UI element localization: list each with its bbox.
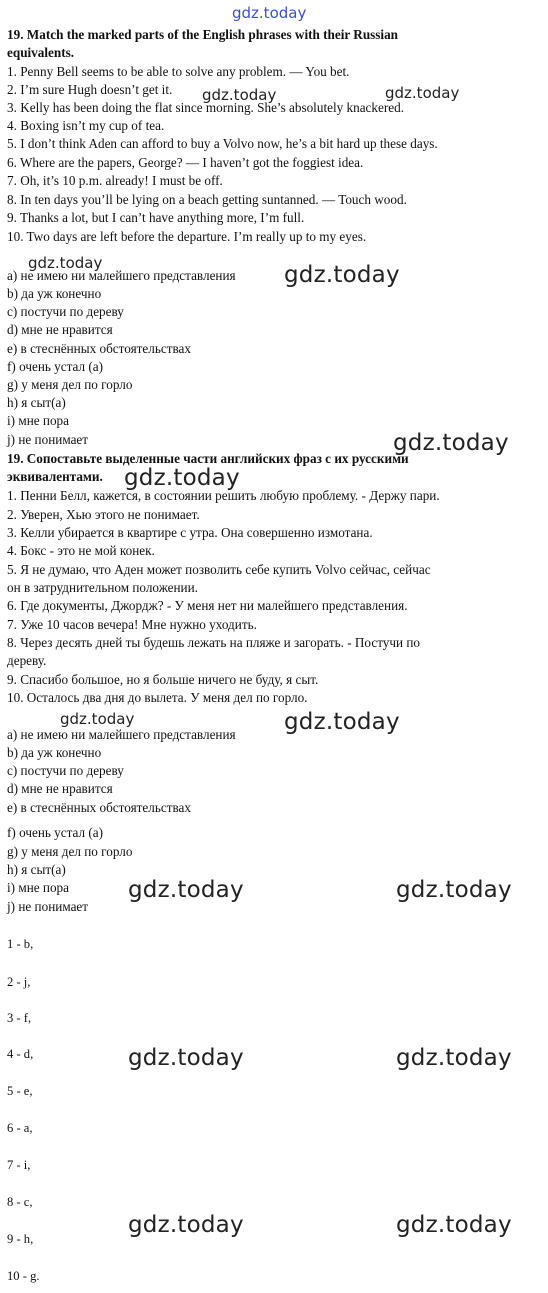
option-item: b) да уж конечно <box>7 745 102 760</box>
watermark-text: gdz.today <box>28 254 103 272</box>
list-item: 10. Two days are left before the departure. I’m really up to my eyes. <box>7 229 367 244</box>
list-item: 1. Penny Bell seems to be able to solve any problem. — You bet. <box>7 64 350 79</box>
option-item: d) мне не нравится <box>7 322 113 337</box>
watermark-text: gdz.today <box>124 465 240 491</box>
list-item: 1. Пенни Белл, кажется, в состоянии решить любую проблему. - Держу пари. <box>7 488 440 503</box>
list-item: 4. Бокс - это не мой конек. <box>7 543 155 558</box>
option-item: g) у меня дел по горло <box>7 844 133 859</box>
list-item: 4. Boxing isn’t my cup of tea. <box>7 118 165 133</box>
option-item: a) не имею ни малейшего представления <box>7 268 236 283</box>
list-item: 6. Где документы, Джордж? - У меня нет ни малейшего представления. <box>7 598 408 613</box>
option-item: e) в стеснённых обстоятельствах <box>7 341 191 356</box>
watermark-text: gdz.today <box>60 710 135 728</box>
watermark-text: gdz.today <box>396 1212 512 1238</box>
answer-item: 4 - d, <box>7 1047 34 1061</box>
watermark-text: gdz.today <box>396 877 512 903</box>
list-item: 3. Kelly has been doing the flat since morning. She’s absolutely knackered. <box>7 100 404 115</box>
list-item: он в затруднительном положении. <box>7 580 198 595</box>
watermark-text: gdz.today <box>284 262 400 288</box>
option-item: g) у меня дел по горло <box>7 377 133 392</box>
option-item: a) не имею ни малейшего представления <box>7 727 236 742</box>
answer-item: 8 - c, <box>7 1195 33 1209</box>
option-item: c) постучи по дереву <box>7 304 124 319</box>
list-item: 2. I’m sure Hugh doesn’t get it. <box>7 82 173 97</box>
answer-item: 7 - i, <box>7 1158 31 1172</box>
exercise-heading-ru-cont: эквивалентами. <box>7 469 103 484</box>
exercise-heading-ru: 19. Сопоставьте выделенные части английских фраз с их русскими <box>7 451 409 466</box>
answer-item: 2 - j, <box>7 975 31 989</box>
list-item: 9. Спасибо большое, но я больше ничего не буду, я сыт. <box>7 672 319 687</box>
answer-item: 5 - e, <box>7 1084 33 1098</box>
list-item: 2. Уверен, Хью этого не понимает. <box>7 507 200 522</box>
exercise-heading-en-cont: equivalents. <box>7 45 75 60</box>
watermark-text: gdz.today <box>128 1045 244 1071</box>
watermark-text: gdz.today <box>385 84 460 102</box>
option-item: f) очень устал (а) <box>7 825 104 840</box>
watermark-text: gdz.today <box>202 86 277 104</box>
list-item: 8. In ten days you’ll be lying on a beach getting suntanned. — Touch wood. <box>7 192 407 207</box>
list-item: 9. Thanks a lot, but I can’t have anything more, I’m full. <box>7 210 305 225</box>
watermark-text: gdz.today <box>284 709 400 735</box>
list-item: 6. Where are the papers, George? — I haven’t got the foggiest idea. <box>7 155 364 170</box>
list-item: 5. I don’t think Aden can afford to buy a Volvo now, he’s a bit hard up these days. <box>7 136 438 151</box>
answer-item: 6 - a, <box>7 1121 33 1135</box>
list-item: 10. Осталось два дня до вылета. У меня дел по горло. <box>7 690 308 705</box>
answer-item: 10 - g. <box>7 1269 40 1283</box>
list-item: 7. Oh, it’s 10 p.m. already! I must be off. <box>7 173 223 188</box>
list-item: 8. Через десять дней ты будешь лежать на пляже и загорать. - Постучи по <box>7 635 421 650</box>
header-watermark: gdz.today <box>232 4 307 22</box>
option-item: j) не понимает <box>7 899 89 914</box>
list-item: 5. Я не думаю, что Аден может позволить себе купить Volvo сейчас, сейчас <box>7 562 431 577</box>
answer-item: 3 - f, <box>7 1011 32 1025</box>
option-item: c) постучи по дереву <box>7 763 124 778</box>
option-item: h) я сыт(а) <box>7 395 66 410</box>
option-item: e) в стеснённых обстоятельствах <box>7 800 191 815</box>
watermark-text: gdz.today <box>393 430 509 456</box>
option-item: f) очень устал (а) <box>7 359 104 374</box>
list-item: дереву. <box>7 653 47 668</box>
option-item: b) да уж конечно <box>7 286 102 301</box>
watermark-text: gdz.today <box>396 1045 512 1071</box>
exercise-heading-en: 19. Match the marked parts of the English phrases with their Russian <box>7 27 399 42</box>
option-item: j) не понимает <box>7 432 89 447</box>
option-item: h) я сыт(а) <box>7 862 66 877</box>
option-item: i) мне пора <box>7 880 70 895</box>
watermark-text: gdz.today <box>128 1212 244 1238</box>
list-item: 3. Келли убирается в квартире с утра. Она совершенно измотана. <box>7 525 373 540</box>
answer-item: 9 - h, <box>7 1232 34 1246</box>
option-item: d) мне не нравится <box>7 781 113 796</box>
answer-item: 1 - b, <box>7 937 34 951</box>
option-item: i) мне пора <box>7 413 70 428</box>
list-item: 7. Уже 10 часов вечера! Мне нужно уходить. <box>7 617 257 632</box>
watermark-text: gdz.today <box>128 877 244 903</box>
